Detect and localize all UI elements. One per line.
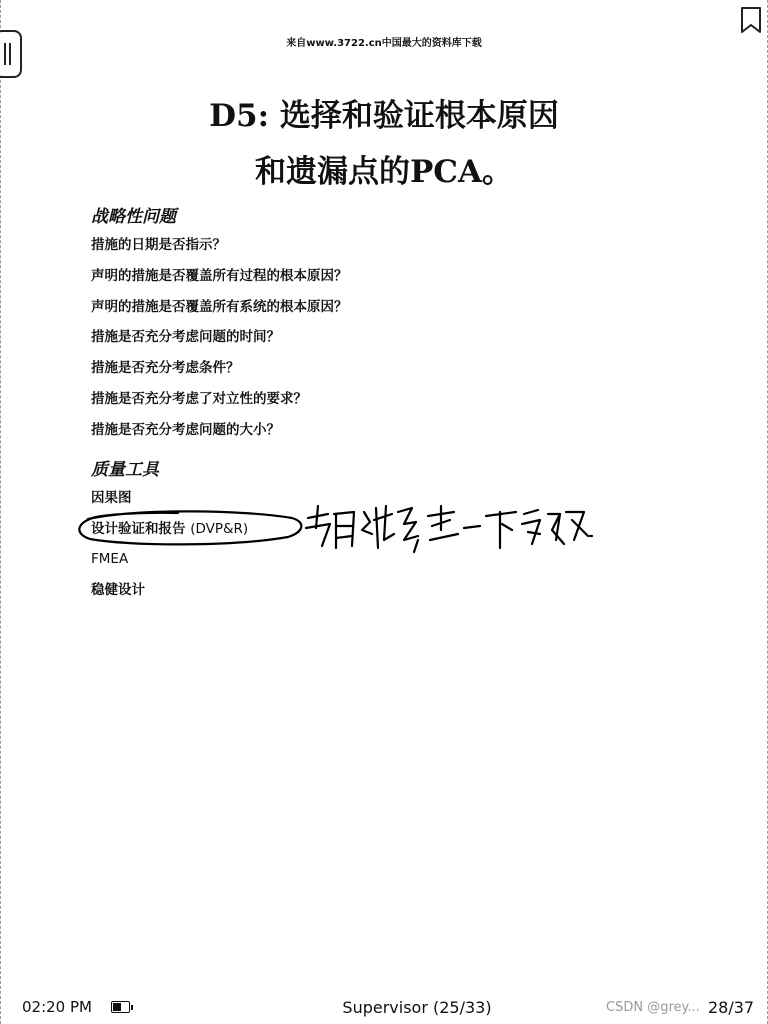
quality-tools-list	[91, 488, 248, 610]
page-title	[0, 88, 768, 200]
strategic-questions-heading: 战略性问题	[91, 207, 176, 227]
title-line-2: 和遗漏点的PCA。	[254, 154, 514, 190]
list-item: 声明的措施是否覆盖所有系统的根本原因？	[91, 298, 348, 315]
list-item: 措施的日期是否指示？	[91, 237, 226, 253]
ink-handwriting-text	[306, 506, 592, 552]
dvp-abbreviation: (DVP&R)	[190, 520, 249, 537]
list-item: 稳健设计	[91, 581, 145, 598]
source-watermark: CSDN @grey...	[606, 1000, 700, 1015]
status-bar	[0, 994, 768, 1024]
list-item: 措施是否充分考虑了对立性的要求？	[91, 390, 307, 407]
chapter-progress[interactable]: Supervisor (25/33)	[342, 998, 492, 1017]
quality-tools-heading: 质量工具	[91, 460, 159, 480]
strategic-questions-list	[91, 235, 348, 451]
list-item: 措施是否充分考虑条件？	[91, 360, 240, 377]
clock: 02:20 PM	[22, 998, 92, 1016]
document-watermark: 来自www.3722.cn中国最大的资料库下载	[286, 38, 482, 49]
page-counter[interactable]: 28/37	[708, 998, 755, 1017]
list-item: FMEA	[91, 551, 129, 567]
list-item-dvp	[91, 519, 248, 550]
list-item: 措施是否充分考虑问题的时间？	[91, 329, 280, 346]
list-item: 声明的措施是否覆盖所有过程的根本原因？	[91, 267, 348, 284]
title-line-1: D5: 选择和验证根本原因	[209, 98, 559, 134]
bookmark-icon[interactable]	[740, 6, 762, 34]
list-item: 措施是否充分考虑问题的大小？	[91, 421, 280, 438]
dvp-label: 设计验证和报告	[91, 520, 186, 537]
list-item: 因果图	[91, 490, 132, 506]
